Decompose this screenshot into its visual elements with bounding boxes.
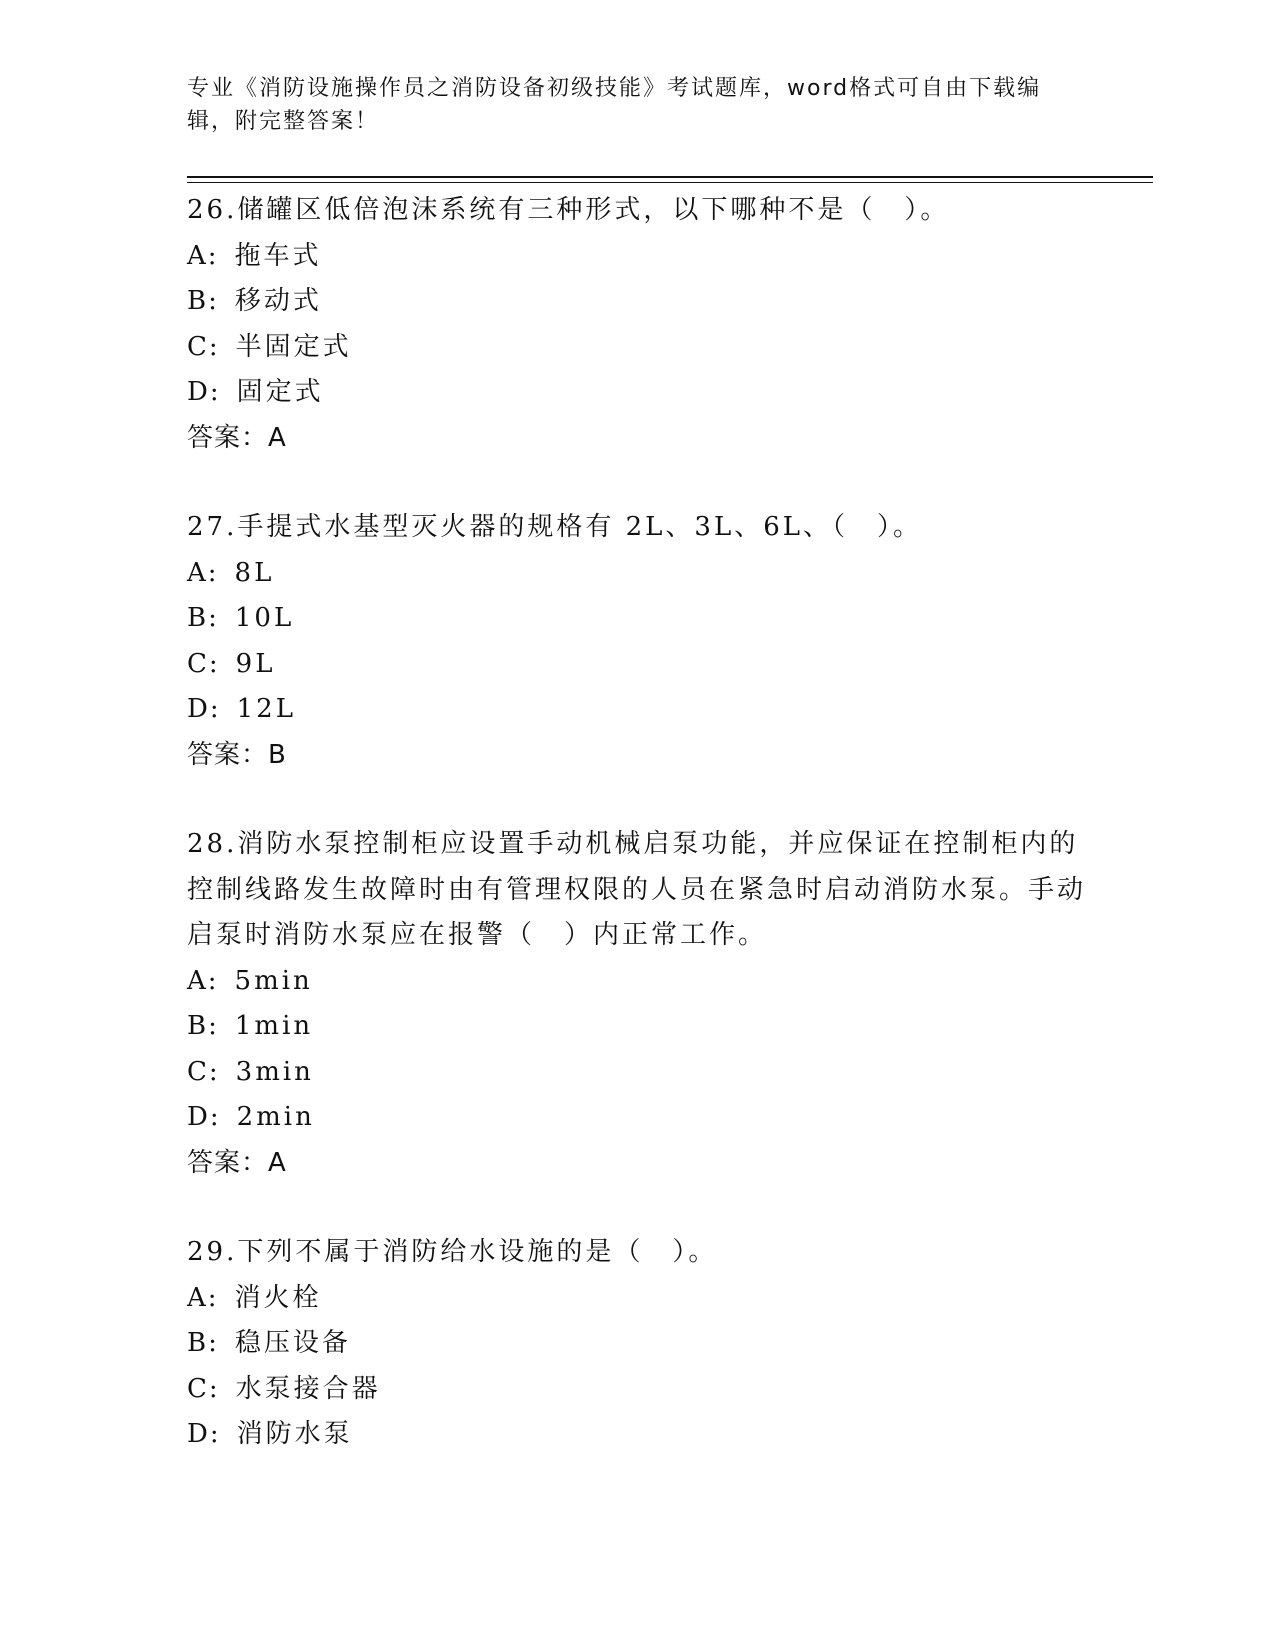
option-letter: B: <box>187 603 219 633</box>
option-text: 5min <box>234 965 313 996</box>
option-text: 8L <box>234 557 275 588</box>
option-letter: A: <box>187 965 219 996</box>
option-letter: A: <box>187 557 219 588</box>
option-letter: B: <box>187 286 219 316</box>
document-header: 专业《消防设施操作员之消防设备初级技能》考试题库，word格式可自由下载编辑，附完整答案！ <box>187 76 1042 134</box>
option-letter: C: <box>187 648 220 679</box>
header-divider-thin <box>187 182 1153 183</box>
header-divider-thick <box>187 176 1153 178</box>
answer-line: 答案：A <box>187 422 287 453</box>
question-list <box>187 188 1107 1502</box>
option-letter: D: <box>187 377 221 407</box>
option-letter: C: <box>187 1373 220 1404</box>
option-d <box>187 1095 1107 1141</box>
answer-line: 答案：A <box>187 1147 287 1178</box>
option-d <box>187 1412 1107 1458</box>
option-b <box>187 1004 1107 1050</box>
option-letter: A: <box>187 240 219 271</box>
option-c <box>187 1367 1107 1413</box>
question-stem: 26.储罐区低倍泡沫系统有三种形式，以下哪种不是（ ）。 <box>187 195 950 225</box>
option-text: 9L <box>235 648 276 679</box>
option-text: 2min <box>236 1102 315 1132</box>
question-29 <box>187 1230 1107 1458</box>
question-stem: 29.下列不属于消防给水设施的是（ ）。 <box>187 1237 718 1267</box>
option-text: 半固定式 <box>235 331 352 362</box>
option-text: 水泵接合器 <box>235 1373 381 1404</box>
option-a <box>187 551 1107 597</box>
option-d <box>187 687 1107 733</box>
option-text: 1min <box>234 1011 314 1041</box>
option-text: 3min <box>235 1056 314 1087</box>
option-letter: C: <box>187 1056 220 1087</box>
option-c <box>187 1050 1107 1096</box>
question-26 <box>187 188 1107 461</box>
option-text: 稳压设备 <box>234 1328 351 1358</box>
option-text: 10L <box>234 603 295 633</box>
option-b <box>187 1321 1107 1367</box>
option-c <box>187 642 1107 688</box>
option-text: 消防水泵 <box>236 1419 353 1449</box>
option-letter: D: <box>187 1102 221 1132</box>
option-a <box>187 1276 1107 1322</box>
option-letter: B: <box>187 1328 219 1358</box>
option-letter: C: <box>187 331 220 362</box>
option-text: 12L <box>236 694 296 724</box>
question-stem: 28.消防水泵控制柜应设置手动机械启泵功能，并应保证在控制柜内的控制线路发生故障时由有管理权限的人员在紧急时启动消防水泵。手动启泵时消防水泵应在报警（ ）内正常工作。 <box>187 829 1087 950</box>
option-text: 移动式 <box>234 286 322 316</box>
option-a <box>187 959 1107 1005</box>
option-b <box>187 279 1107 325</box>
option-b <box>187 596 1107 642</box>
question-27 <box>187 505 1107 778</box>
option-text: 消火栓 <box>234 1282 322 1313</box>
option-letter: D: <box>187 694 221 724</box>
option-letter: A: <box>187 1282 219 1313</box>
question-stem: 27.手提式水基型灭火器的规格有 2L、3L、6L、（ ）。 <box>187 512 923 542</box>
option-text: 拖车式 <box>234 240 322 271</box>
option-text: 固定式 <box>236 377 324 407</box>
option-c <box>187 325 1107 371</box>
option-letter: B: <box>187 1011 219 1041</box>
answer-line: 答案：B <box>187 739 287 770</box>
question-28 <box>187 822 1107 1186</box>
option-letter: D: <box>187 1419 221 1449</box>
option-d <box>187 370 1107 416</box>
option-a <box>187 234 1107 280</box>
